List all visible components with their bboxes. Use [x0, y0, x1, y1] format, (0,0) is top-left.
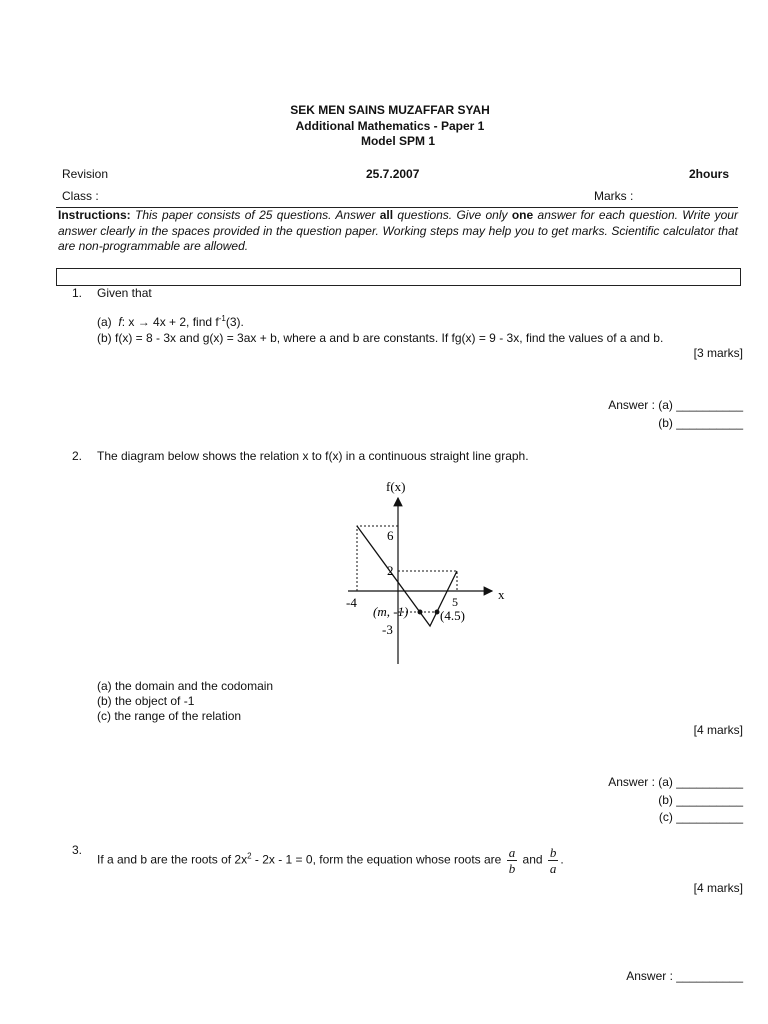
q1-answer-a[interactable]: Answer : (a) __________	[608, 398, 743, 412]
q1-a-end: (3).	[225, 315, 244, 329]
tick-5: 5	[452, 595, 458, 609]
instructions-label: Instructions:	[58, 208, 131, 222]
x-axis-label: x	[498, 587, 505, 602]
instructions	[58, 208, 738, 255]
q2-part-c: (c) the range of the relation	[97, 709, 242, 723]
point-45-label: (4.5)	[440, 608, 465, 623]
point-m-marker	[418, 610, 423, 615]
class-label: Class :	[62, 189, 99, 203]
revision-label: Revision	[62, 167, 109, 181]
q2-part-b: (b) the object of -1	[97, 694, 195, 708]
q1-marks: [3 marks]	[693, 346, 743, 360]
frac2-den: a	[549, 861, 557, 876]
q2-answer-c[interactable]: (c) __________	[658, 810, 743, 824]
name-box[interactable]	[56, 268, 741, 286]
q1-a-mid: : x → 4x + 2, find f	[121, 315, 219, 329]
q3-sup: 2	[247, 851, 252, 861]
instructions-text-3: answer for each question. Write your answer clearly in the spaces provided in the question paper. Working steps may help you to get marks. Scientific calculator that are non-programmable are allowed.	[58, 208, 738, 253]
q1-answer-b[interactable]: (b) __________	[658, 416, 743, 430]
instructions-all: all	[379, 208, 394, 222]
instructions-text-1: This paper consists of 25 questions. Answer	[135, 208, 376, 222]
tick-6: 6	[387, 528, 394, 543]
q3-text-post: - 2x - 1 = 0, form the equation whose roots are	[251, 852, 502, 867]
q3-and: and	[522, 852, 543, 867]
q3-question	[97, 845, 564, 876]
q2-answer-b[interactable]: (b) __________	[658, 793, 743, 807]
q1-a-sup: -1	[218, 314, 226, 323]
instructions-one: one	[511, 208, 534, 222]
q2-marks: [4 marks]	[693, 723, 743, 737]
school-name: SEK MEN SAINS MUZAFFAR SYAH	[290, 103, 490, 117]
q1-a-prefix: (a)	[97, 315, 112, 329]
q3-text-pre: If a and b are the roots of 2x	[97, 852, 248, 867]
q1-number: 1.	[72, 286, 83, 300]
y-axis-label: f(x)	[386, 479, 406, 494]
frac2-num: b	[549, 845, 557, 860]
point-45-marker	[435, 610, 440, 615]
relation-graph	[330, 474, 520, 669]
exam-duration: 2hours	[689, 167, 730, 181]
tick-neg4: -4	[346, 595, 357, 610]
q2-part-a: (a) the domain and the codomain	[97, 679, 274, 693]
q1-part-a	[97, 315, 244, 329]
instructions-text-2: questions. Give only	[397, 208, 508, 222]
tick-2: 2	[387, 563, 394, 578]
exam-date: 25.7.2007	[366, 167, 420, 181]
q3-answer[interactable]: Answer : __________	[626, 969, 743, 983]
fraction-b-over-a	[548, 845, 559, 876]
fraction-a-over-b	[507, 845, 518, 876]
q2-intro: The diagram below shows the relation x to f(x) in a continuous straight line graph.	[97, 449, 529, 463]
q2-answer-a[interactable]: Answer : (a) __________	[608, 775, 743, 789]
frac1-num: a	[508, 845, 516, 860]
q3-marks: [4 marks]	[693, 881, 743, 895]
q2-number: 2.	[72, 449, 83, 463]
point-m-label: (m, -1)	[373, 604, 409, 619]
frac1-den: b	[508, 861, 516, 876]
q1-intro: Given that	[97, 286, 152, 300]
subject-title: Additional Mathematics - Paper 1	[295, 119, 485, 133]
q1-a-f: f	[118, 315, 122, 329]
q3-end: .	[560, 852, 564, 867]
marks-label: Marks :	[594, 189, 634, 203]
tick-neg3: -3	[382, 622, 393, 637]
q3-number: 3.	[72, 843, 83, 857]
q1-part-b: (b) f(x) = 8 - 3x and g(x) = 3ax + b, where a and b are constants. If fg(x) = 9 - 3x, find the values of a and b.	[97, 331, 664, 345]
model-title: Model SPM 1	[360, 134, 435, 148]
